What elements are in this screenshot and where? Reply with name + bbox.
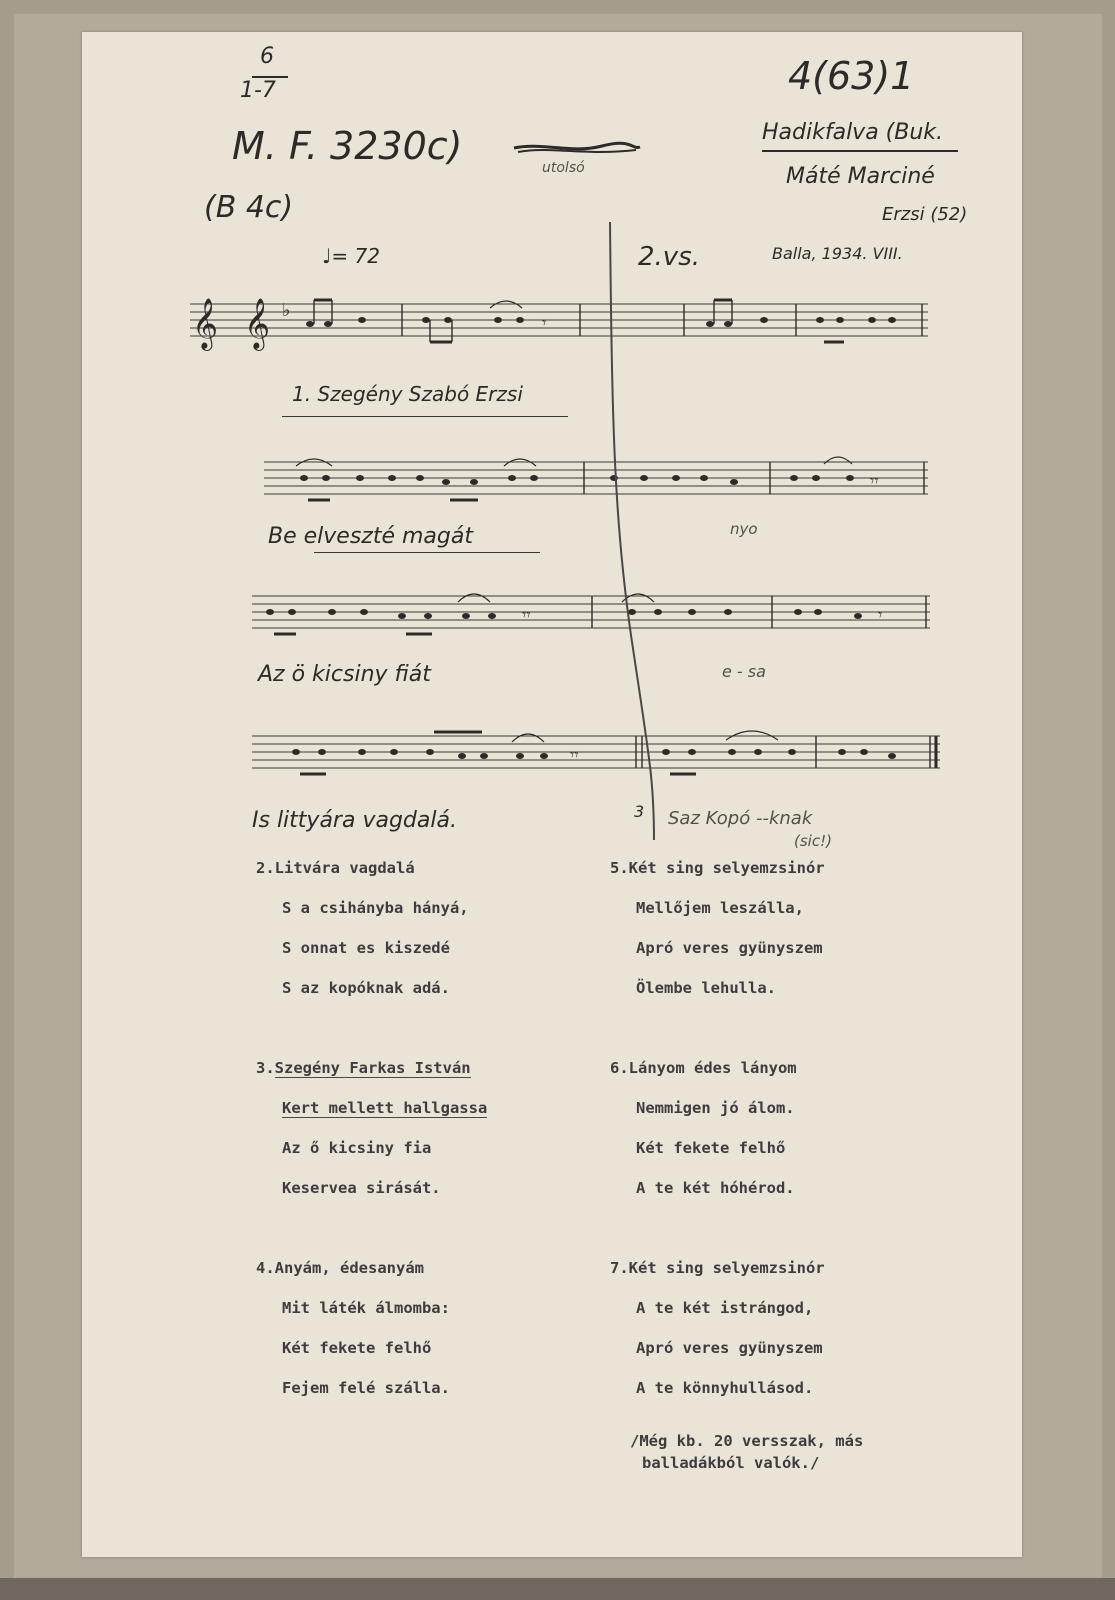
lyric-underline-1 [282, 416, 568, 417]
verse-number: 4. [256, 1259, 275, 1277]
verses-left-column [256, 848, 487, 1408]
catalog-note: utolsó [542, 160, 585, 176]
verse-5 [610, 848, 825, 1008]
item-number: 4(63)1 [788, 54, 915, 98]
verse-3 [256, 1048, 487, 1208]
variant-note-4: (sic!) [794, 832, 832, 850]
singer-given-name: Erzsi (52) [882, 204, 968, 225]
verse-line: Fejem felé szálla. [282, 1379, 450, 1397]
verse-7 [610, 1248, 825, 1408]
pencil-divider [602, 222, 662, 842]
svg-text:𝄾𝄾: 𝄾𝄾 [870, 471, 879, 490]
lyric-line-1: 1. Szegény Szabó Erzsi [292, 382, 523, 406]
verse-line: Szegény Farkas István [274, 1059, 471, 1077]
verse-marker: 2.vs. [638, 242, 701, 272]
verse-line: Ölembe lehulla. [636, 979, 776, 997]
lyric-line-2: Be elveszté magát [268, 524, 473, 549]
singer-name: Máté Marciné [786, 164, 935, 189]
verse-number: 7. [610, 1259, 629, 1277]
verse-line: Kert mellett hallgassa [282, 1099, 488, 1117]
verse-line: Két sing selyemzsinór [628, 859, 825, 877]
verse-line: S a csihányba hányá, [282, 899, 469, 917]
verse-2 [256, 848, 487, 1008]
bar-count: 3 [634, 802, 645, 821]
verse-line: A te két istrángod, [636, 1299, 814, 1317]
music-staff-2 [264, 448, 930, 528]
verse-line: Két fekete felhő [636, 1139, 786, 1157]
catalog-sub: (B 4c) [204, 190, 294, 225]
verse-line: Anyám, édesanyám [274, 1259, 424, 1277]
verse-number: 6. [610, 1059, 629, 1077]
archive-sheet [82, 32, 1022, 1557]
verse-line: Az ő kicsiny fia [282, 1139, 432, 1157]
fraction-bottom: 1-7 [240, 78, 276, 103]
verse-number: 3. [256, 1059, 275, 1077]
verse-line: Két sing selyemzsinór [628, 1259, 825, 1277]
verse-line: Mit láték álmomba: [282, 1299, 450, 1317]
verse-number: 2. [256, 859, 275, 877]
verse-6 [610, 1048, 825, 1208]
footnote-line: /Még kb. 20 versszak, más [630, 1432, 864, 1450]
svg-text:𝄞: 𝄞 [192, 298, 219, 349]
catalog-number: M. F. 3230c) [232, 124, 463, 168]
verse-line: S onnat es kiszedé [282, 939, 450, 957]
verse-line: A te két hóhérod. [636, 1179, 795, 1197]
lyric-underline-2 [314, 552, 540, 553]
collector-date: Balla, 1934. VIII. [772, 244, 903, 263]
tempo-mark: ♩= 72 [322, 244, 380, 268]
variant-note-2: e - sa [722, 662, 766, 681]
verse-number: 5. [610, 859, 629, 877]
music-staff-4 [252, 722, 942, 802]
verse-line: Lányom édes lányom [628, 1059, 797, 1077]
verse-line: Apró veres gyünyszem [636, 939, 823, 957]
svg-text:𝄾: 𝄾 [878, 605, 883, 624]
music-staff-3 [252, 582, 932, 662]
verse-line: Apró veres gyünyszem [636, 1339, 823, 1357]
verse-line: Mellőjem leszálla, [636, 899, 804, 917]
svg-text:♭: ♭ [282, 300, 291, 321]
fraction-top: 6 [260, 44, 274, 69]
svg-text:𝄾: 𝄾 [542, 313, 547, 332]
footnote [630, 1430, 863, 1474]
verse-line: Nemmigen jó álom. [636, 1099, 795, 1117]
verse-4 [256, 1248, 487, 1408]
variant-note-1: nyo [730, 520, 758, 538]
footnote-line: balladákból valók./ [642, 1454, 820, 1472]
lyric-line-4: Is littyára vagdalá. [252, 808, 457, 833]
place-name: Hadikfalva (Buk. [762, 120, 944, 145]
verse-line: Két fekete felhő [282, 1339, 432, 1357]
verse-line: A te könnyhullásod. [636, 1379, 814, 1397]
svg-text:𝄞: 𝄞 [244, 298, 271, 349]
verse-line: S az kopóknak adá. [282, 979, 450, 997]
strike-through [512, 138, 642, 158]
svg-text:𝄾𝄾: 𝄾𝄾 [570, 745, 579, 764]
variant-note-3: Saz Kopó --knak [668, 808, 813, 829]
svg-text:𝄾𝄾: 𝄾𝄾 [522, 605, 531, 624]
verses-right-column [610, 848, 825, 1408]
place-underline [762, 150, 958, 152]
scanner-edge [0, 1578, 1115, 1600]
lyric-line-3: Az ö kicsiny fiát [258, 662, 431, 687]
verse-line: Litvára vagdalá [274, 859, 415, 877]
verse-line: Keservea sirását. [282, 1179, 441, 1197]
music-staff-1 [190, 290, 930, 370]
